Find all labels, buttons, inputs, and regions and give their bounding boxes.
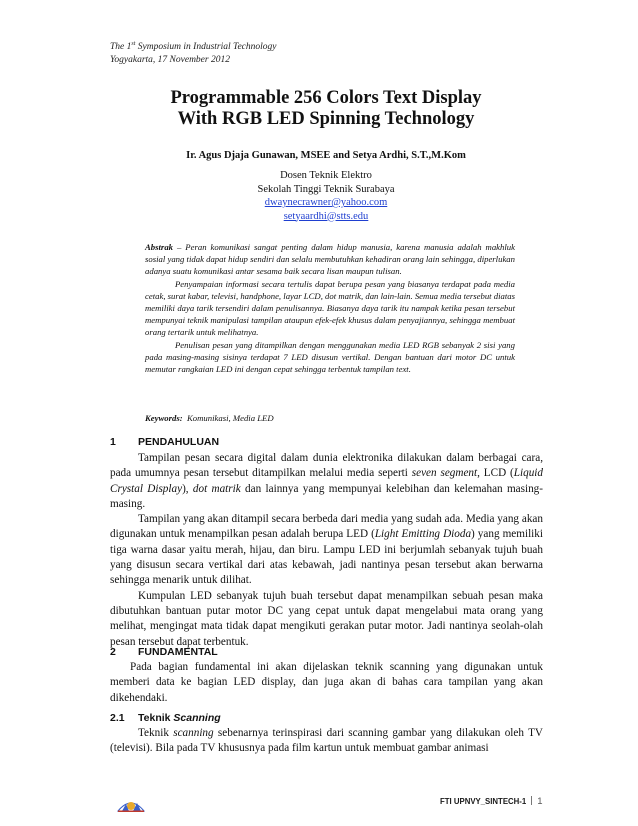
- section-1-body: [110, 451, 543, 650]
- s1p2-text-b: ) yang memiliki tiga warna dasar yaitu merah, hijau, dan biru. Lampu LED ini berjumlah sebanyak tujuh buah yang disusun secara vertikal dari atas kebawah, jadi nantinya pesan tersebut akan berwarna sehingga menarik untuk dilihat.: [110, 528, 543, 587]
- running-head-symposium-name: Symposium in Industrial Technology: [135, 42, 277, 53]
- section-2-paragraph-1: Pada bagian fundamental ini akan dijelaskan teknik scanning yang digunakan untuk memberi data ke bagian LED display, dan juga akan di bahas cara tampilan yang akan dikehendaki.: [110, 661, 543, 704]
- abstract-paragraph-3: Penulisan pesan yang ditampilkan dengan menggunakan media LED RGB sebanyak 2 sisi yang pada masing-masing sisinya terdapat 7 LED disusun vertikal. Dengan bantuan dari motor DC untuk memutar rangkaian LED ini dengan cepat sehingga terbentuk tampilan text.: [145, 339, 515, 375]
- section-2-title: FUNDAMENTAL: [138, 646, 218, 658]
- affiliation-department: Dosen Teknik Elektro: [280, 170, 372, 181]
- author-list: Ir. Agus Djaja Gunawan, MSEE and Setya Ardhi, S.T.,M.Kom: [186, 150, 466, 161]
- s1p1-text-c: ),: [182, 482, 193, 495]
- section-2-number: 2: [110, 646, 116, 658]
- affiliation-institution: Sekolah Tinggi Teknik Surabaya: [257, 183, 395, 195]
- email-link-2[interactable]: setyaardhi@stts.edu: [283, 210, 369, 222]
- section-2-1-body: [110, 726, 543, 757]
- email-link-1[interactable]: dwaynecrawner@yahoo.com: [264, 197, 388, 208]
- s1p2-text-a: Tampilan yang akan ditampil secara berbeda dari media yang sudah ada. Media yang akan digunakan untuk menampilkan pesan adalah berupa LED (: [110, 513, 543, 541]
- keywords-line: [145, 413, 274, 423]
- section-2-heading: [110, 646, 218, 658]
- keywords-label: Keywords:: [145, 413, 183, 423]
- footer-divider: [531, 796, 532, 805]
- page-footer: [440, 796, 543, 807]
- section-2-body: [110, 660, 543, 706]
- abstract: [145, 241, 515, 375]
- section-1-title: PENDAHULUAN: [138, 436, 220, 448]
- running-head-symposium-number: The 1: [110, 42, 132, 53]
- footer-logo-icon: [116, 795, 146, 818]
- section-2-1-title: Teknik: [138, 712, 174, 724]
- s1p1-text-d: dan lainnya yang mempunyai kelebihan dan kelemahan masing-masing.: [110, 482, 543, 510]
- running-head: [110, 38, 276, 67]
- section-1-paragraph-2: [110, 512, 543, 588]
- s1p1-italic-lcd: Liquid Crystal Display: [110, 467, 543, 495]
- section-1-paragraph-1: [110, 451, 543, 512]
- s21p1-text-b: sebenarnya terinspirasi dari scanning gambar yang dilakukan oleh TV (televisi). Bila pada TV khususnya pada film kartun untuk membuat gambar animasi: [110, 727, 543, 755]
- section-1-number: 1: [110, 436, 116, 448]
- running-head-line2: Yogyakarta, 17 November 2012: [110, 55, 230, 66]
- section-2-1-number: 2.1: [110, 712, 125, 724]
- affiliation-block: [110, 169, 542, 223]
- s1p1-text-a: Tampilan pesan secara digital dalam dunia elektronika dilakukan dalam berbagai cara, pada umumnya pesan tersebut ditampilkan melalui media seperti: [110, 452, 543, 480]
- section-2-1-heading: [110, 712, 221, 724]
- paper-title: [110, 88, 542, 130]
- running-head-ordinal: st: [131, 41, 136, 47]
- abstract-paragraph-2: Penyampaian informasi secara tertulis dapat berupa pesan yang biasanya terdapat pada media cetak, surat kabar, televisi, handphone, layar LCD, dot matrik, dan lain-lain. Semua media tersebut diatas memiliki daya tarik tersendiri dalam penulisannya. Biasanya daya tarik itu nampak ketika pesan tersebut mempunyai teknik manipulasi tampilan ataupun efek-efek khusus dalam penyajiannya, sehingga membuat orang tertarik untuk melihatnya.: [145, 278, 515, 338]
- abstract-paragraph-1: [145, 241, 515, 278]
- footer-label: FTI UPNVY_SINTECH-1: [440, 797, 527, 806]
- section-1-paragraph-3: Kumpulan LED sebanyak tujuh buah tersebut dapat menampilkan sebuah pesan maka dibutuhkan bantuan putar motor DC yang cepat untuk dapat mengelabui mata orang yang melihat, mengingat mata tidak dapat mengikuti gerakan putar motor. Jadi nantinya seolah-olah pesan tersebut dapat terbentuk.: [110, 589, 543, 648]
- s1p1-text-b: , LCD (: [477, 467, 514, 480]
- s21p1-text-a: Teknik: [138, 727, 174, 739]
- keywords-value: Komunikasi, Media LED: [187, 413, 274, 423]
- abstract-p1-text: – Peran komunikasi sangat penting dalam hidup manusia, karena manusia adalah makhluk sosial yang tidak dapat hidup sendiri dan selalu membutuhkan kehadiran orang lain sehingga, diperlukan adanya suatu komunikasi antar sesama baik secara lisan maupun tulisan.: [145, 242, 515, 277]
- s1p1-italic-seven-segment: seven segment: [411, 467, 478, 480]
- s1p1-italic-dot-matrik: dot matrik: [192, 482, 241, 495]
- section-2-1-title-italic: Scanning: [173, 712, 221, 724]
- paper-title-line1: Programmable 256 Colors Text Display: [170, 88, 482, 108]
- page-number: 1: [537, 796, 543, 807]
- section-1-heading: [110, 436, 219, 448]
- s21p1-italic-scanning: scanning: [173, 727, 214, 739]
- s1p2-italic-led: Light Emitting Dioda: [374, 528, 472, 541]
- abstract-label: Abstrak: [145, 242, 174, 252]
- section-2-1-paragraph-1: [110, 726, 543, 757]
- paper-title-line2: With RGB LED Spinning Technology: [177, 109, 475, 129]
- running-head-line1: [110, 38, 276, 54]
